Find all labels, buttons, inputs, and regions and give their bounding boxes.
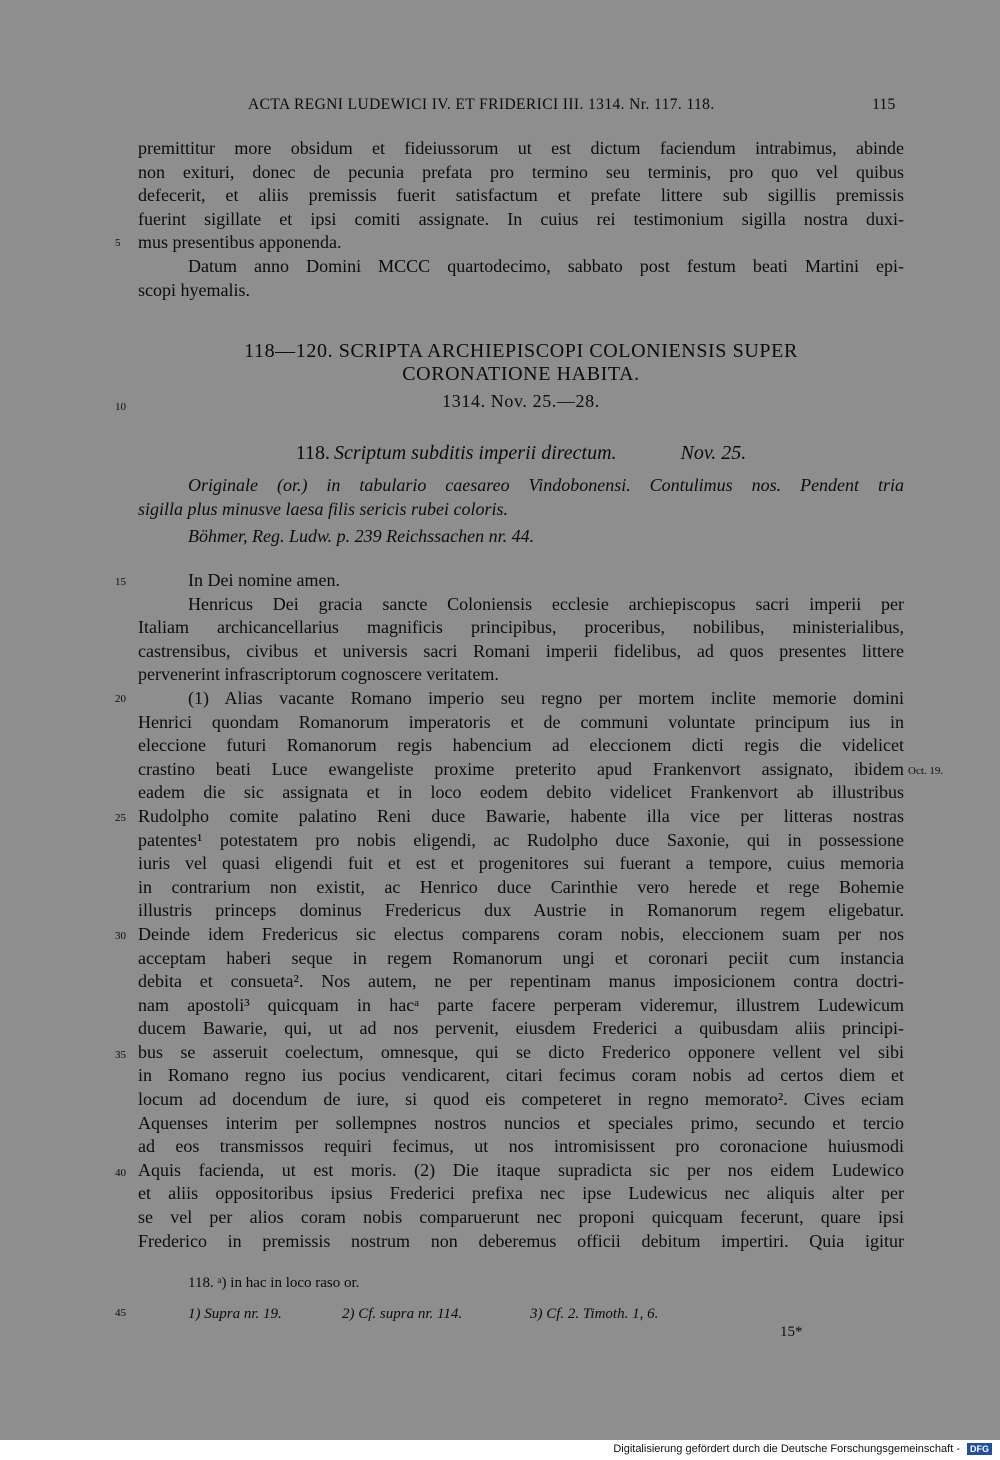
- text-line: castrensibus, civibus et universis sacri Romani imperii fidelibus, ad quos presentes littere: [138, 640, 904, 661]
- document-number: 118.: [295, 442, 330, 464]
- text-line: Henrici quondam Romanorum imperatoris et de communi voluntate principum ius in: [138, 711, 904, 732]
- text-line: pervenerint infrascriptorum cognoscere veritatem.: [138, 664, 499, 685]
- text-line: patentes¹ potestatem pro nobis eligendi, ac Rudolpho duce Saxonie, qui in possessione: [138, 829, 904, 850]
- source-line: Originale (or.) in tabulario caesareo Vindobonensi. Contulimus nos. Pendent tria: [188, 475, 904, 495]
- text-line: nam apostoli³ quicquam in hacᵃ parte facere perperam videremur, illustrem Ludewicum: [138, 994, 904, 1015]
- running-header: ACTA REGNI LUDEWICI IV. ET FRIDERICI III. 1314. Nr. 117. 118.: [248, 96, 715, 113]
- line-number: 10: [115, 401, 126, 413]
- text-line: iuris vel quasi eligendi fuit et est et progenitores sui fuerant a tempore, cuius memoria: [138, 853, 904, 874]
- text-line: mus presentibus apponenda.: [138, 232, 342, 253]
- funding-banner: [0, 1440, 1000, 1460]
- text-line: Aquis facienda, ut est moris. (2) Die itaque supradicta sic per nos eidem Ludewico: [138, 1159, 904, 1180]
- text-line: Rudolpho comite palatino Reni duce Bawarie, habente illa vice per litteras nostras: [138, 805, 904, 826]
- document-text: [138, 569, 904, 1253]
- text-line: ducem Bawarie, qui, ut ad nos pervenit, eiusdem Frederici a quibusdam aliis principi-: [138, 1018, 904, 1039]
- line-number: 45: [115, 1307, 126, 1319]
- section-heading: [138, 340, 904, 412]
- text-line: Frederico in premissis nostrum non deberemus officii debitum impertiri. Quia igitur: [138, 1230, 904, 1251]
- text-line: (1) Alias vacante Romano imperio seu regno per mortem inclite memorie domini: [188, 687, 904, 708]
- reference-line: Böhmer, Reg. Ludw. p. 239 Reichssachen nr. 44.: [188, 526, 535, 547]
- footnote-1: 1) Supra nr. 19.: [188, 1306, 282, 1322]
- text-line: et aliis oppositoribus ipsius Frederici prefixa nec ipse Ludewicus nec aliquis alter per: [138, 1183, 904, 1204]
- footnote-2: 2) Cf. supra nr. 114.: [342, 1306, 463, 1322]
- footnote-3: 3) Cf. 2. Timoth. 1, 6.: [530, 1306, 659, 1322]
- text-line: premittitur more obsidum et fideiussorum ut est dictum faciendum intrabimus, abinde: [138, 138, 904, 158]
- section-dates: 1314. Nov. 25.—28.: [442, 391, 600, 411]
- line-number: 25: [115, 812, 126, 824]
- text-line: debita et consueta². Nos autem, ne per repentinam manus imposicionem contra doctri-: [138, 971, 904, 992]
- line-number: 15: [115, 576, 126, 588]
- source-line: sigilla plus minusve laesa filis sericis rubei coloris.: [138, 498, 508, 519]
- datum-line: scopi hyemalis.: [138, 279, 250, 300]
- variant-note: 118. ᵃ) in hac in loco raso or.: [188, 1275, 360, 1291]
- signature-mark: 15*: [780, 1324, 803, 1340]
- text-line: In Dei nomine amen.: [188, 570, 340, 590]
- document-heading: [138, 442, 904, 465]
- funding-text: Digitalisierung gefördert durch die Deutsche Forschungsgemeinschaft -: [613, 1443, 960, 1455]
- text-line: bus se asseruit coelectum, omnesque, qui se dicto Frederico opponere vellent vel sibi: [138, 1041, 904, 1062]
- text-line: eadem die sic assignata et in loco eodem debito videlicet Frankenvort ab illustribus: [138, 782, 904, 803]
- document-date: Nov. 25.: [680, 442, 747, 464]
- text-line: eleccione futuri Romanorum regis habencium ad eleccionem dicti regis die videlicet: [138, 735, 904, 756]
- line-number: 20: [115, 693, 126, 705]
- text-line: crastino beati Luce ewangeliste proxime preterito apud Frankenvort assignato, ibidem: [138, 758, 904, 779]
- text-line: se vel per alios coram nobis comparuerunt nec proponi quicquam fecerunt, quare ipsi: [138, 1207, 904, 1228]
- line-number: 30: [115, 930, 126, 942]
- section-title: 118—120. SCRIPTA ARCHIEPISCOPI COLONIENSIS SUPER: [244, 340, 798, 362]
- line-number: 40: [115, 1167, 126, 1179]
- text-line: defecerit, et aliis premissis fuerit satisfactum et prefate littere sub sigillis premissis: [138, 185, 904, 206]
- text-line: Henricus Dei gracia sancte Coloniensis ecclesie archiepiscopus sacri imperii per: [188, 593, 904, 614]
- margin-date-note: Oct. 19.: [908, 765, 944, 777]
- text-line: fuerint sigillate et ipsi comiti assignate. In cuius rei testimonium sigilla nostra duxi-: [138, 208, 904, 229]
- text-line: Aquenses interim per sollempnes nostros nuncios et speciales primo, secundo et tercio: [138, 1112, 904, 1133]
- line-number: 35: [115, 1049, 126, 1061]
- text-line: in contrarium non existit, ac Henrico duce Carinthie vero herede et rege Bohemie: [138, 876, 904, 897]
- dfg-logo: DFG: [967, 1443, 992, 1455]
- text-line: illustris princeps dominus Fredericus dux Austrie in Romanorum regem eligebatur.: [138, 900, 904, 921]
- page-number: 115: [872, 96, 896, 113]
- text-line: acceptam haberi seque in regem Romanorum ungi et coronari peciit cum instancia: [138, 947, 904, 968]
- text-line: Italiam archicancellarius magnificis principibus, proceribus, nobilibus, ministerialibus,: [138, 617, 904, 638]
- text-line: ad eos transmissos requiri fecimus, ut nos intromisissent pro coronacione huiusmodi: [138, 1136, 904, 1157]
- text-line: in Romano regno ius pocius vendicarent, citari fecimus coram nobis ad certos diem et: [138, 1065, 904, 1086]
- document-title: Scriptum subditis imperii directum.: [333, 442, 617, 464]
- text-line: non exituri, donec de pecunia prefata pro termino seu terminis, pro quo vel quibus: [138, 161, 904, 182]
- source-description: [138, 474, 904, 549]
- datum-line: Datum anno Domini MCCC quartodecimo, sabbato post festum beati Martini epi-: [188, 255, 904, 276]
- footnotes: [138, 1275, 904, 1292]
- text-line: Deinde idem Fredericus sic electus comparens coram nobis, eleccionem suam per nos: [138, 923, 904, 944]
- section-title-continued: CORONATIONE HABITA.: [402, 363, 640, 385]
- text-line: locum ad docendum de iure, si quod eis competeret in regno memorato². Cives eciam: [138, 1089, 904, 1110]
- line-number: 5: [115, 237, 121, 249]
- intro-paragraph: [138, 137, 904, 302]
